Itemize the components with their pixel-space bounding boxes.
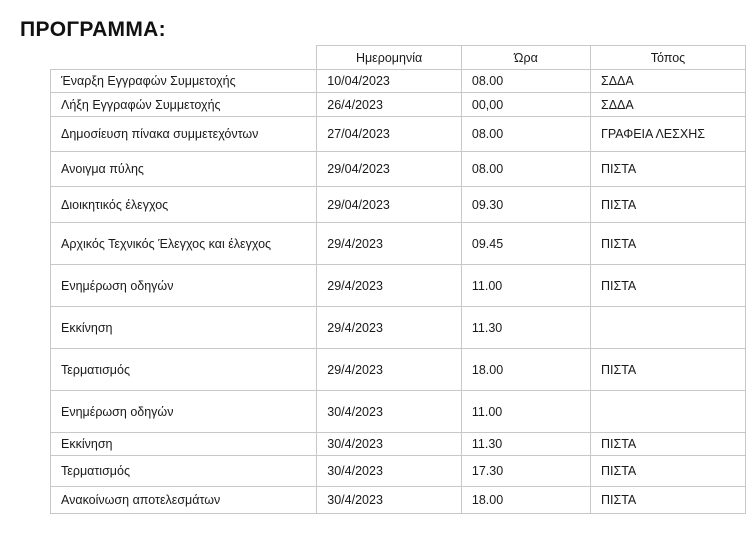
place-cell: ΠΙΣΤΑ [590,265,745,307]
place-cell: ΠΙΣΤΑ [590,349,745,391]
table-row [51,223,746,265]
time-cell: 11.30 [461,307,590,349]
place-cell: ΠΙΣΤΑ [590,487,745,514]
date-cell: 29/4/2023 [317,265,462,307]
place-cell [590,307,745,349]
event-cell: Τερματισμός [51,349,317,391]
table-row [51,349,746,391]
date-cell: 30/4/2023 [317,456,462,487]
date-cell: 29/4/2023 [317,349,462,391]
event-cell: Τερματισμός [51,456,317,487]
date-cell: 30/4/2023 [317,433,462,456]
event-cell: Εκκίνηση [51,307,317,349]
event-cell: Ανοιγμα πύλης [51,152,317,187]
table-row [51,456,746,487]
table-row [51,117,746,152]
time-cell: 00,00 [461,93,590,117]
date-cell: 27/04/2023 [317,117,462,152]
place-cell: ΓΡΑΦΕΙΑ ΛΕΣΧΗΣ [590,117,745,152]
schedule-table [50,45,746,514]
time-cell: 09.30 [461,187,590,223]
place-cell [590,391,745,433]
place-cell: ΣΔΔΑ [590,93,745,117]
date-cell: 10/04/2023 [317,70,462,93]
place-cell: ΠΙΣΤΑ [590,152,745,187]
header-event [51,46,317,70]
time-cell: 11.00 [461,265,590,307]
time-cell: 08.00 [461,152,590,187]
table-row [51,433,746,456]
table-row [51,70,746,93]
time-cell: 18.00 [461,349,590,391]
date-cell: 29/4/2023 [317,307,462,349]
time-cell: 08.00 [461,117,590,152]
place-cell: ΠΙΣΤΑ [590,456,745,487]
table-row [51,265,746,307]
time-cell: 18.00 [461,487,590,514]
event-cell: Λήξη Εγγραφών Συμμετοχής [51,93,317,117]
header-place: Τόπος [590,46,745,70]
date-cell: 29/04/2023 [317,187,462,223]
date-cell: 26/4/2023 [317,93,462,117]
event-cell: Διοικητικός έλεγχος [51,187,317,223]
event-cell: Ενημέρωση οδηγών [51,265,317,307]
table-row [51,187,746,223]
table-header-row [51,46,746,70]
date-cell: 30/4/2023 [317,487,462,514]
event-cell: Αρχικός Τεχνικός Έλεγχος και έλεγχος [51,223,317,265]
time-cell: 11.30 [461,433,590,456]
time-cell: 11.00 [461,391,590,433]
event-cell: Δημοσίευση πίνακα συμμετεχόντων [51,117,317,152]
header-time: Ώρα [461,46,590,70]
table-row [51,152,746,187]
place-cell: ΣΔΔΑ [590,70,745,93]
date-cell: 29/4/2023 [317,223,462,265]
place-cell: ΠΙΣΤΑ [590,223,745,265]
event-cell: Εκκίνηση [51,433,317,456]
event-cell: Ανακοίνωση αποτελεσμάτων [51,487,317,514]
table-row [51,93,746,117]
date-cell: 30/4/2023 [317,391,462,433]
table-row [51,487,746,514]
time-cell: 09.45 [461,223,590,265]
table-row [51,391,746,433]
place-cell: ΠΙΣΤΑ [590,433,745,456]
event-cell: Ενημέρωση οδηγών [51,391,317,433]
place-cell: ΠΙΣΤΑ [590,187,745,223]
page-title: ΠΡΟΓΡΑΜΜΑ: [20,18,166,41]
time-cell: 08.00 [461,70,590,93]
event-cell: Έναρξη Εγγραφών Συμμετοχής [51,70,317,93]
date-cell: 29/04/2023 [317,152,462,187]
time-cell: 17.30 [461,456,590,487]
header-date: Ημερομηνία [317,46,462,70]
table-row [51,307,746,349]
